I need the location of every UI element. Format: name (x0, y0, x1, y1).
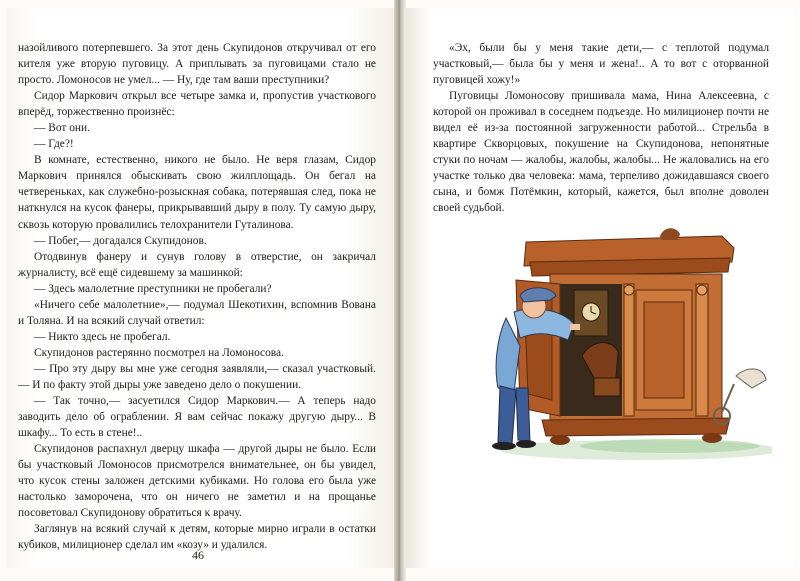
paragraph: — Здесь малолетние преступники не пробегали? (34, 282, 272, 295)
paragraph: «Эх, были бы у меня такие дети,— с теплотой подумал участковый,— была бы у меня и жена!.. А то вот с оторванной пуговицей хожу!» (433, 42, 769, 87)
left-page-text (18, 40, 376, 554)
paragraph: — Так точно,— засуетился Сидор Маркович.— А теперь надо заводить дело об ограблении. Я вам сейчас покажу другую дыру... В шкафу... То есть в стене!.. (18, 395, 376, 440)
paragraph: назойливого потерпевшего. За этот день Скупидонов откручивал от его кителя уже вторую пуговицу. А приплывать за пуговицами стало не просто. Ломоносов не умел... — Ну, где там ваши преступники? (18, 42, 376, 87)
paragraph: — Побег,— догадался Скупидонов. (34, 234, 207, 247)
paragraph: Отодвинув фанеру и сунув голову в отверстие, он закричал журналисту, всё ещё сидевшему за машинкой: (18, 250, 376, 279)
book-gutter (394, 0, 406, 581)
right-page-text (433, 40, 769, 217)
paragraph: Скупидонов распахнул дверцу шкафа — другой дыры не было. Если бы участковый Ломоносов присмотрелся внимательнее, он бы увидел, что кусок стены заложен детскими кубиками. Но голова его была уже настолько заморочена, что он ничего не заметил и на прощанье посоветовал Скупидонову обратиться к врачу. (18, 443, 376, 520)
paragraph: Пуговицы Ломоносову пришивала мама, Нина Алексеевна, с которой он проживал в соседнем подъезде. Но милиционер почти не видел её из-за постоянной загруженности работой... Стрельба в квартире Скворцовых, покушение на Скупидонова, непонятные стуки по ночам — жалобы, жалобы, жалобы... Не жаловались на его участке только два человека: мама, терпеливо дожидавшаяся своего сына, и бомж Потёмкин, который, кажется, был вполне доволен своей судьбой. (433, 90, 769, 215)
paragraph: — Где?! (34, 138, 74, 151)
paragraph: В комнате, естественно, никого не было. Не веря глазам, Сидор Маркович принялся обыскивать свою жилплощадь. Он бегал на четвереньках, как служебно-розыскная собака, потерявшая след, пока не наткнулся на кусок фанеры, прикрывавший дыру в полу. Ту самую дыру, сквозь которую провалились телохранители Гуталинова. (18, 154, 376, 231)
paragraph: — Вот они. (34, 122, 90, 135)
paragraph: — Про эту дыру вы мне уже сегодня заявляли,— сказал участковый.— И по факту этой дыры уже заведено дело о покушении. (18, 362, 376, 391)
paragraph: «Ничего себе малолетние»,— подумал Шекотихин, вспомнив Вована и Толяна. И на всякий случай ответил: (18, 298, 376, 327)
paragraph: Сидор Маркович открыл все четыре замка и, пропустив участкового вперёд, торжественно произнёс: (18, 90, 376, 119)
policeman-at-wardrobe-illustration (490, 228, 772, 464)
paragraph: Скупидонов растерянно посмотрел на Ломоносова. (34, 346, 284, 359)
paragraph: Заглянув на всякий случай к детям, которые мирно играли в остатки кубиков, милиционер сделал им «козу» и удалился. (18, 523, 376, 552)
paragraph: — Никто здесь не пробегал. (34, 330, 171, 343)
page-number: 46 (192, 548, 204, 562)
